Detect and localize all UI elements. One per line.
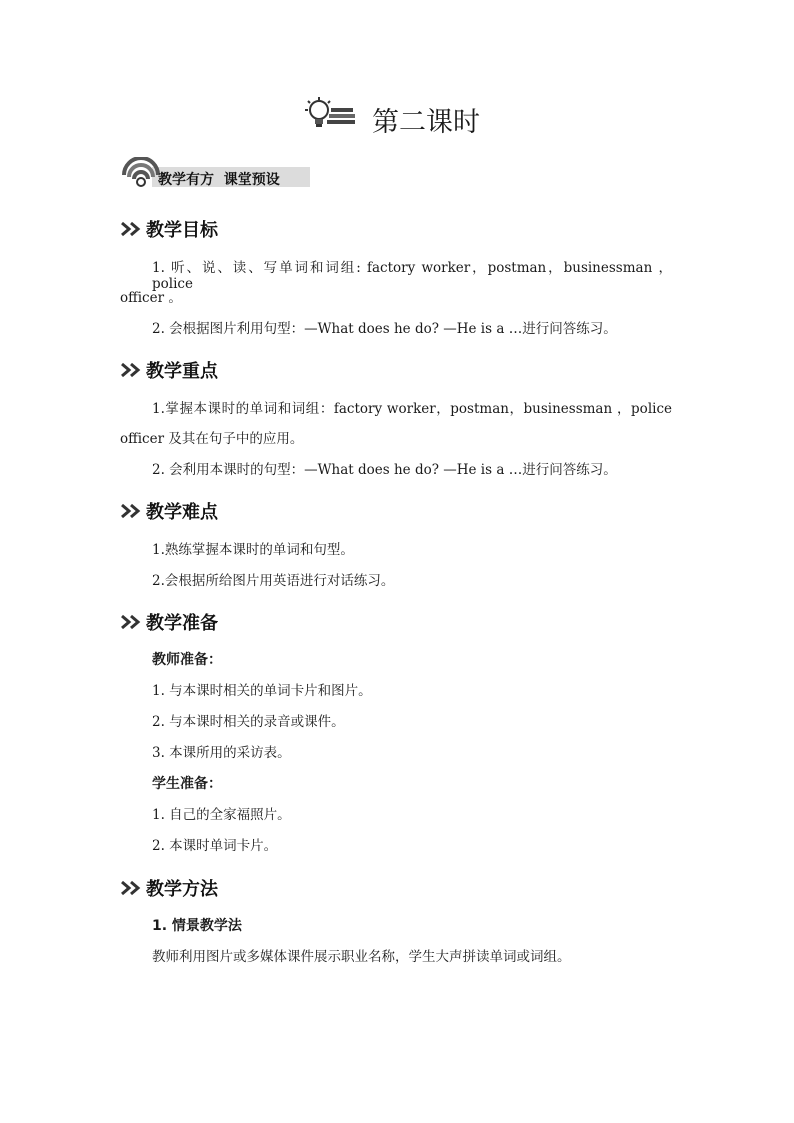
list-item: 1. 自己的全家福照片。 [152,807,291,823]
double-chevron-icon [120,362,144,378]
section-heading-preparation [120,609,218,635]
double-chevron-icon [120,614,144,630]
section-title: 教学准备 [146,613,218,634]
list-item: 3. 本课所用的采访表。 [152,745,291,761]
paragraph-line: officer 及其在句子中的应用。 [120,431,304,447]
section-heading-goals [120,216,218,242]
list-item: 2. 本课时单词卡片。 [152,838,278,854]
method-text: 教师利用图片或多媒体课件展示职业名称，学生大声拼读单词或词组。 [152,949,571,965]
section-title: 教学难点 [146,502,218,523]
section-title: 教学目标 [146,220,218,241]
paragraph-line: 2.会根据所给图片用英语进行对话练习。 [152,573,395,589]
section-title: 教学重点 [146,361,218,382]
section-heading-key-points [120,357,218,383]
section-heading-methods [120,875,218,901]
student-prep-label: 学生准备： [152,776,222,792]
section-banner [120,157,310,189]
section-heading-difficulties [120,498,218,524]
page-title: 第二课时 [372,107,480,138]
banner-label: 教学有方 课堂预设 [158,172,280,188]
signal-icon [120,157,162,191]
method-title: 1. 情景教学法 [152,918,242,934]
paragraph-line: 2. 会利用本课时的句型：—What does he do? —He is a …进行问答练习。 [152,462,617,478]
double-chevron-icon [120,880,144,896]
lightbulb-icon [303,96,359,132]
double-chevron-icon [120,221,144,237]
section-title: 教学方法 [146,879,218,900]
paragraph-line: 1.掌握本课时的单词和词组：factory worker，postman，businessman ，police [152,401,672,417]
paragraph-line: 1. 听、说、读、写单词和词组: factory worker，postman，businessman ，police [152,260,672,292]
double-chevron-icon [120,503,144,519]
paragraph-line: 1.熟练掌握本课时的单词和句型。 [152,542,354,558]
paragraph-line: 2. 会根据图片利用句型：—What does he do? —He is a …进行问答练习。 [152,321,617,337]
list-item: 2. 与本课时相关的录音或课件。 [152,714,345,730]
paragraph-line: officer 。 [120,290,182,306]
teacher-prep-label: 教师准备： [152,652,222,668]
list-item: 1. 与本课时相关的单词卡片和图片。 [152,683,372,699]
